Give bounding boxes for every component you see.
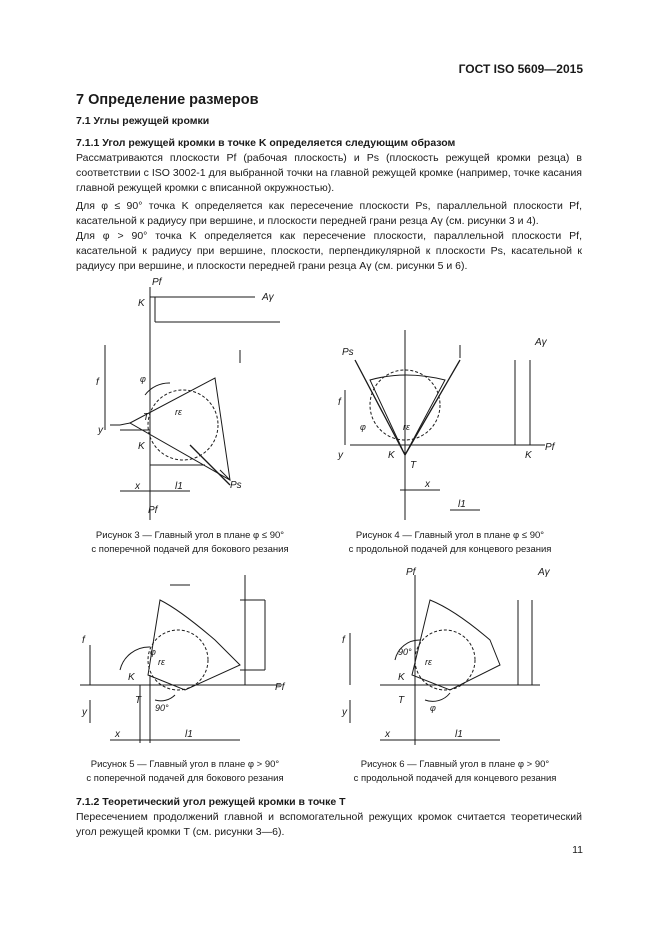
fig4-label-t: T (410, 460, 417, 471)
fig5-label-phi: φ (150, 647, 156, 657)
fig5-label-l1: l1 (185, 729, 193, 740)
fig4-label-x: x (425, 479, 430, 490)
fig3-label-phi: φ (140, 374, 146, 384)
page-number: 11 (572, 844, 583, 856)
fig4-caption-line1: Рисунок 4 — Главный угол в плане φ ≤ 90° (355, 530, 545, 541)
fig4-label-k: K (388, 450, 395, 461)
fig3-label-pf-bottom: Pf (148, 505, 158, 516)
fig6-label-t: T (398, 695, 405, 706)
fig3-label-l1: l1 (175, 481, 183, 492)
fig6-label-f: f (342, 635, 345, 646)
fig4-label-pf: Pf (545, 442, 555, 453)
fig6-label-pf: Pf (406, 567, 416, 578)
section-title: 7 Определение размеров (76, 92, 259, 108)
fig4-label-ps: Ps (342, 347, 354, 358)
fig3-label-f: f (96, 377, 99, 388)
fig3-label-t: T (143, 412, 150, 423)
fig5-label-y: y (82, 707, 87, 718)
fig6-label-k: K (398, 672, 405, 683)
fig5-caption-line1: Рисунок 5 — Главный угол в плане φ > 90° (90, 759, 280, 770)
fig5-label-re: rε (158, 657, 165, 667)
clause-712-para1: Пересечением продолжений главной и вспомогательной режущих кромок считается теоретический угол режущей кромки T (см. рисунки 3—6). (76, 811, 582, 838)
fig4-label-phi: φ (360, 422, 366, 432)
figure-3-diagram (80, 275, 290, 520)
fig5-label-pf: Pf (275, 682, 285, 693)
fig3-label-k: K (138, 441, 145, 452)
fig5-label-t: T (135, 695, 142, 706)
clause-711-para1: Рассматриваются плоскости Pf (рабочая плоскость) и Ps (плоскость режущей кромки резца) в соответствии с ISO 3002-1 для выбранной точки на главной режущей кромке (например, точке касания главной режущей кромки с вписанной окружностью). (76, 152, 582, 194)
fig3-label-y: y (98, 425, 103, 436)
subsection-title: 7.1 Углы режущей кромки (76, 115, 210, 127)
fig6-label-90: 90° (398, 647, 412, 657)
fig3-label-pf: Pf (152, 277, 162, 288)
figure-5-diagram (80, 565, 310, 745)
figure-6-diagram (340, 565, 570, 745)
clause-711-title: 7.1.1 Угол режущей кромки в точке K определяется следующим образом (76, 137, 456, 149)
fig5-caption (60, 758, 310, 786)
fig3-label-re: rε (175, 407, 182, 417)
clause-711-para2: Для φ ≤ 90° точка K определяется как пересечение плоскости Ps, параллельной плоскости Pf, касательной к радиусу при вершине, и плоскости передней грани резца Aγ (см. рисунки 3 и 4). (76, 200, 582, 227)
fig3-caption-line1: Рисунок 3 — Главный угол в плане φ ≤ 90° (95, 530, 285, 541)
clause-712-title: 7.1.2 Теоретический угол режущей кромки в точке T (76, 796, 346, 808)
fig3-label-k-top: K (138, 298, 145, 309)
fig5-label-k: K (128, 672, 135, 683)
fig4-label-agamma: Aγ (535, 337, 547, 348)
fig6-label-l1: l1 (455, 729, 463, 740)
fig4-caption-line2: с продольной подачей для концевого резания (348, 544, 552, 555)
fig4-label-l1: l1 (458, 499, 466, 510)
figure-4-diagram (330, 330, 570, 520)
fig5-label-x: x (115, 729, 120, 740)
fig3-label-x: x (135, 481, 140, 492)
fig3-caption (70, 529, 310, 557)
fig6-caption (330, 758, 580, 786)
fig6-caption-line2: с продольной подачей для концевого резания (353, 773, 557, 784)
fig3-label-ps: Ps (230, 480, 242, 491)
fig6-label-y: y (342, 707, 347, 718)
fig4-caption (330, 529, 570, 557)
fig6-label-phi: φ (430, 703, 436, 713)
fig5-label-f: f (82, 635, 85, 646)
fig3-label-agamma: Aγ (262, 292, 274, 303)
fig6-label-agamma: Aγ (538, 567, 550, 578)
fig6-caption-line1: Рисунок 6 — Главный угол в плане φ > 90° (360, 759, 550, 770)
fig4-label-y: y (338, 450, 343, 461)
fig5-label-90: 90° (155, 703, 169, 713)
fig5-caption-line2: с поперечной подачей для бокового резания (86, 773, 284, 784)
fig4-label-f: f (338, 397, 341, 408)
standard-number: ГОСТ ISO 5609—2015 (458, 62, 583, 76)
fig6-label-re: rε (425, 657, 432, 667)
fig6-label-x: x (385, 729, 390, 740)
fig4-label-re: rε (403, 422, 410, 432)
fig4-label-k2: K (525, 450, 532, 461)
fig3-caption-line2: с поперечной подачей для бокового резания (91, 544, 289, 555)
clause-711-para3: Для φ > 90° точка K определяется как пересечение плоскости, параллельной плоскости Pf, касательной к радиусу при вершине, плоскости, перпендикулярной к плоскости Ps, касательной к радиусу при вершине, и плоскости передней грани резца Aγ (см. рисунки 5 и 6). (76, 230, 582, 272)
